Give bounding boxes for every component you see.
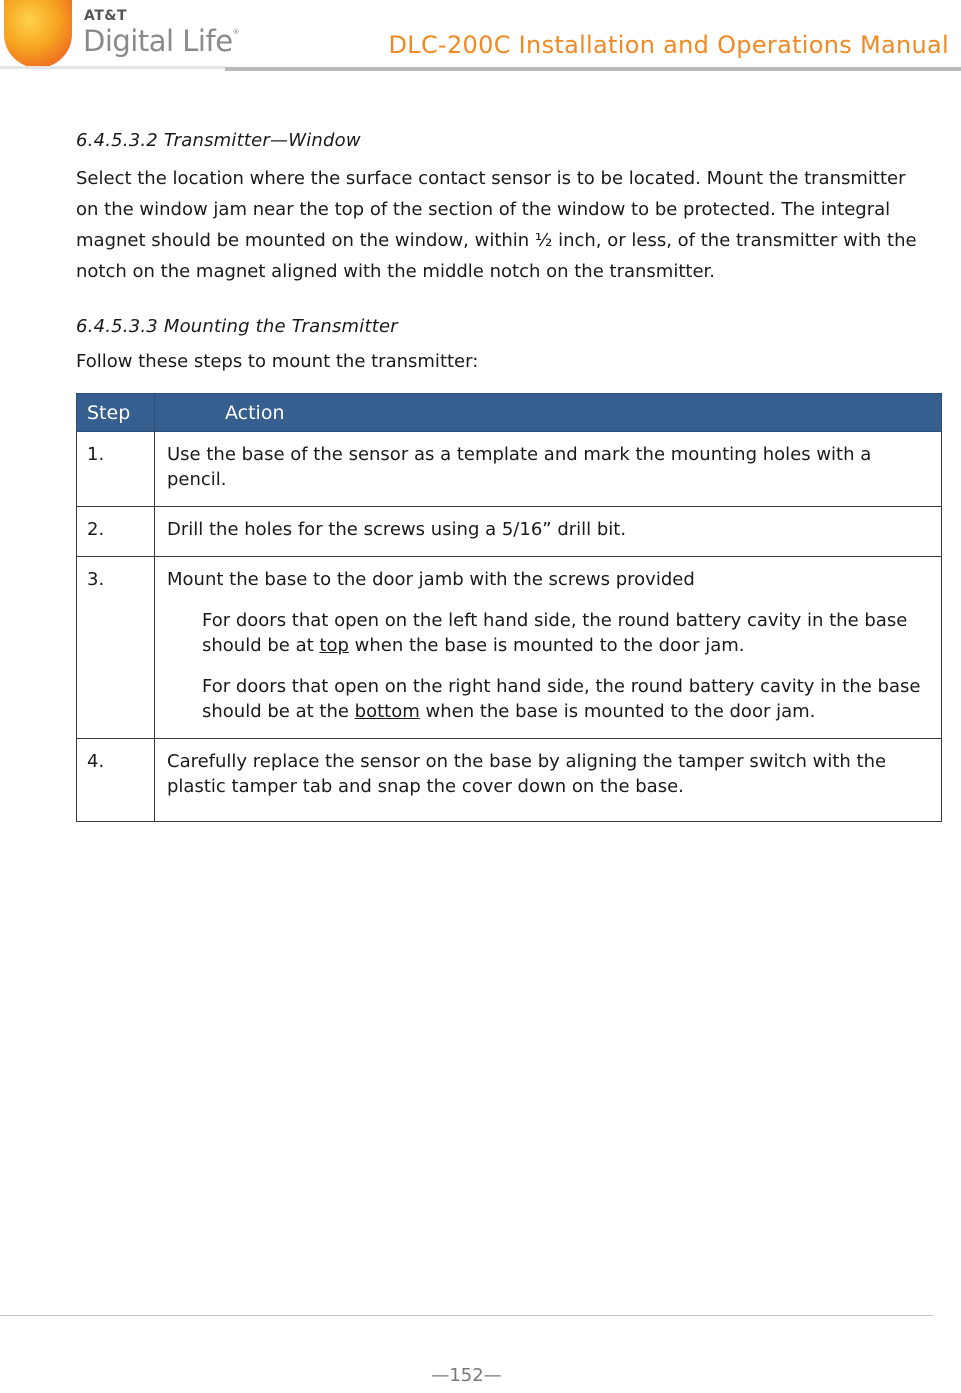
section-heading-transmitter-window: 6.4.5.3.2 Transmitter—Window xyxy=(76,130,361,151)
note-emphasis-top: top xyxy=(319,635,349,656)
step-action: Use the base of the sensor as a template and mark the mounting holes with a pencil. xyxy=(155,432,942,507)
table-row xyxy=(77,557,942,739)
header-divider-right xyxy=(225,67,961,71)
logo-name: Digital Life xyxy=(83,24,233,58)
section-heading-mounting-transmitter: 6.4.5.3.3 Mounting the Transmitter xyxy=(76,316,398,337)
note-text: when the base is mounted to the door jam. xyxy=(419,701,816,722)
step-action-cell xyxy=(155,557,942,739)
column-header-action: Action xyxy=(155,394,942,432)
step-note-left-hand xyxy=(202,608,929,658)
step-number: 3. xyxy=(77,557,155,739)
note-text: For doors that open on the right hand side, the round battery cavity in the base should be at the xyxy=(202,676,921,722)
step-action: Mount the base to the door jamb with the screws provided xyxy=(167,569,695,590)
table-header-row xyxy=(77,394,942,432)
table-row xyxy=(77,432,942,507)
logo-digital-life xyxy=(83,24,239,58)
note-text: when the base is mounted to the door jam. xyxy=(348,635,745,656)
table-row xyxy=(77,739,942,822)
step-action: Carefully replace the sensor on the base by aligning the tamper switch with the plastic tamper tab and snap the cover down on the base. xyxy=(155,739,942,822)
step-note-right-hand xyxy=(202,674,929,724)
page-header xyxy=(0,0,961,72)
table-row xyxy=(77,507,942,557)
step-number: 2. xyxy=(77,507,155,557)
page-content xyxy=(76,130,942,822)
header-divider-left xyxy=(0,66,225,69)
steps-intro: Follow these steps to mount the transmitter: xyxy=(76,351,479,372)
logo-att-text: AT&T xyxy=(84,8,128,24)
column-header-step: Step xyxy=(77,394,155,432)
footer-divider xyxy=(0,1315,933,1316)
section-body-transmitter-window: Select the location where the surface contact sensor is to be located. Mount the transmitter on the window jam near the top of the section of the window to be protected. The integral magnet should be mounted on the window, within ½ inch, or less, of the transmitter with the notch on the magnet aligned with the middle notch on the transmitter. xyxy=(76,168,917,282)
steps-table xyxy=(76,393,942,822)
document-title: DLC-200C Installation and Operations Manual xyxy=(388,31,949,59)
att-globe-logo-icon xyxy=(4,0,72,68)
step-number: 4. xyxy=(77,739,155,822)
note-emphasis-bottom: bottom xyxy=(354,701,420,722)
step-number: 1. xyxy=(77,432,155,507)
note-text: For doors that open on the left hand side, the round battery cavity in the base should be at xyxy=(202,610,908,656)
page-number: —152— xyxy=(431,1365,502,1386)
step-action: Drill the holes for the screws using a 5/16” drill bit. xyxy=(155,507,942,557)
logo-registered-mark: ® xyxy=(232,28,240,36)
